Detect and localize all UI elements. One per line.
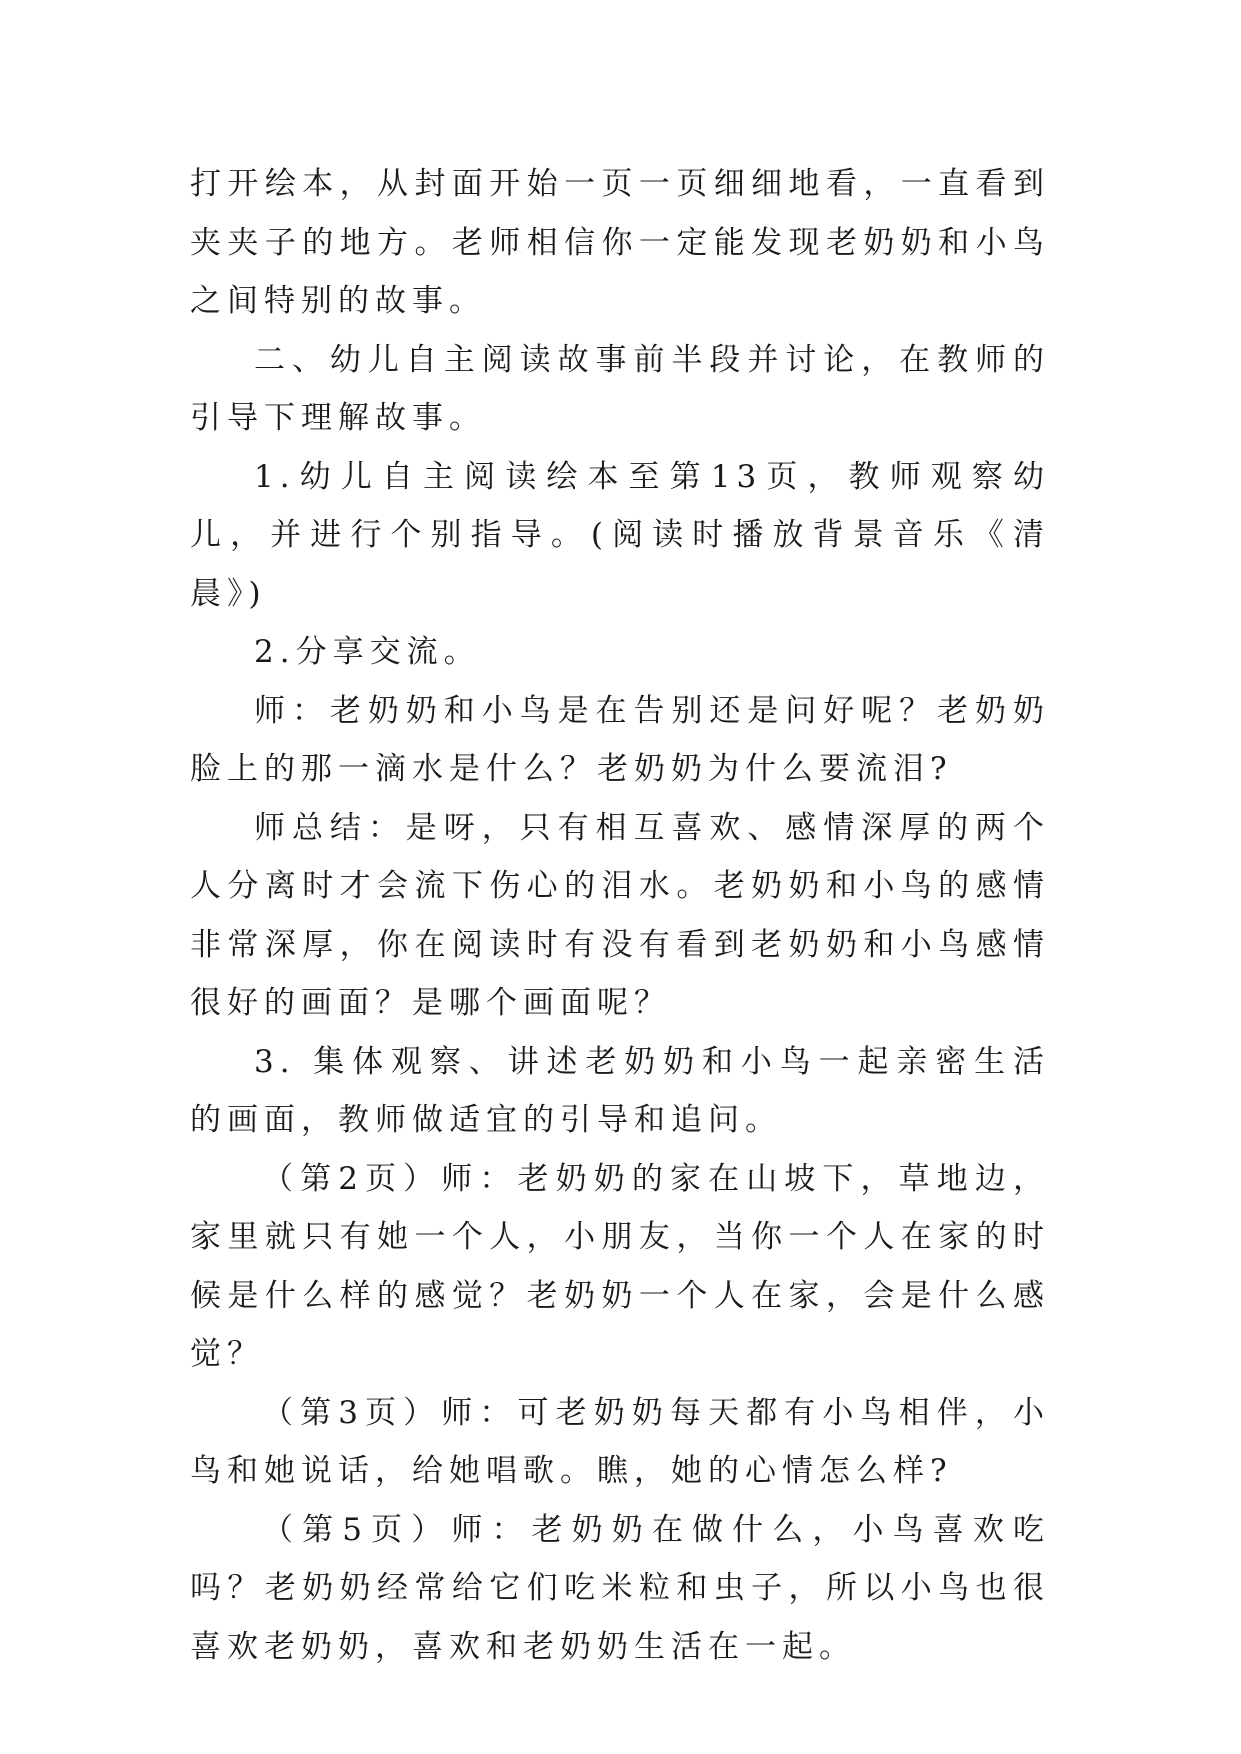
paragraph-step-3: 3. 集体观察、讲述老奶奶和小鸟一起亲密生活的画面，教师做适宜的引导和追问。 [190,1043,1050,1138]
paragraph-page-3: （第3页）师：可老奶奶每天都有小鸟相伴，小鸟和她说话，给她唱歌。瞧，她的心情怎么样? [190,1394,1050,1489]
paragraph-step-2: 2.分享交流。 [254,634,481,670]
document-body [190,155,1050,1676]
paragraph-teacher-summary: 师总结：是呀，只有相互喜欢、感情深厚的两个人分离时才会流下伤心的泪水。老奶奶和小鸟的感情非常深厚，你在阅读时有没有看到老奶奶和小鸟感情很好的画面？是哪个画面呢？ [190,809,1050,1021]
paragraph-page-5: （第5页）师：老奶奶在做什么，小鸟喜欢吃吗？老奶奶经常给它们吃米粒和虫子，所以小鸟也很喜欢老奶奶，喜欢和老奶奶生活在一起。 [190,1511,1050,1665]
paragraph-teacher-question: 师：老奶奶和小鸟是在告别还是问好呢？老奶奶脸上的那一滴水是什么？老奶奶为什么要流泪? [190,692,1050,787]
paragraph-step-1: 1.幼儿自主阅读绘本至第13页，教师观察幼儿，并进行个别指导。(阅读时播放背景音乐《清晨》) [190,458,1050,612]
paragraph-intro-continuation: 打开绘本，从封面开始一页一页细细地看，一直看到夹夹子的地方。老师相信你一定能发现老奶奶和小鸟之间特别的故事。 [190,166,1050,319]
paragraph-page-2: （第2页）师：老奶奶的家在山坡下，草地边，家里就只有她一个人，小朋友，当你一个人在家的时候是什么样的感觉？老奶奶一个人在家，会是什么感觉？ [190,1160,1050,1372]
paragraph-section-two-heading: 二、幼儿自主阅读故事前半段并讨论，在教师的引导下理解故事。 [190,341,1050,436]
